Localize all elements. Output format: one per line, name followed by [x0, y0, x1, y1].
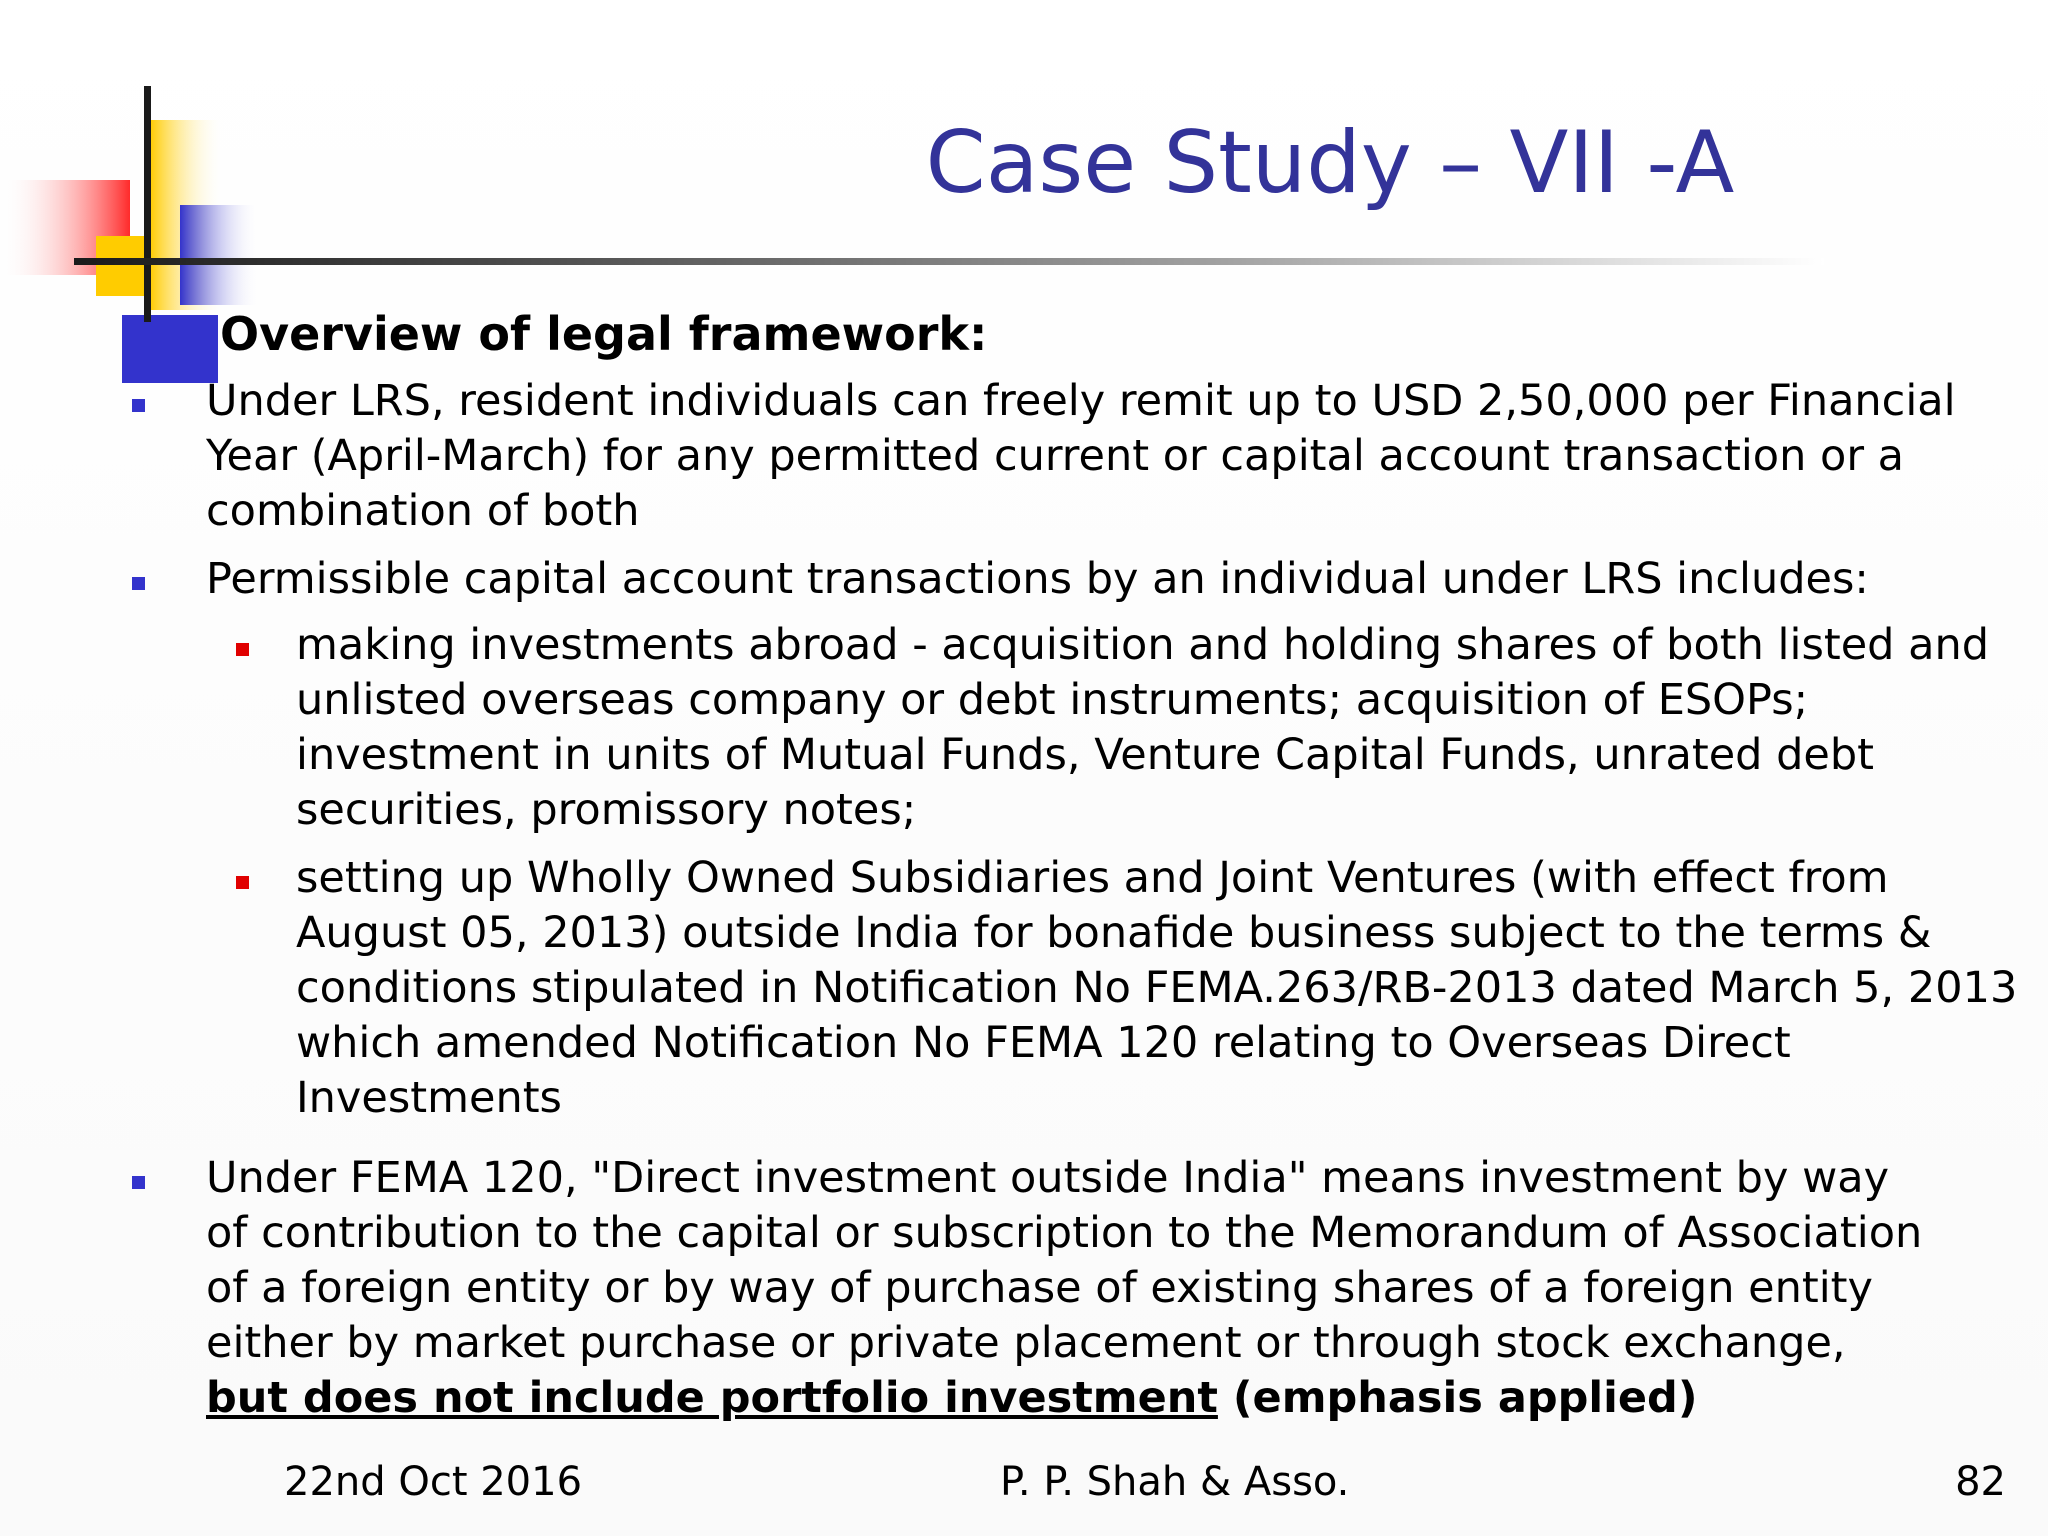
fema-120-bullet [206, 1151, 1926, 1426]
sub-bullet-marker [236, 643, 249, 656]
fema-definition-text: Under FEMA 120, "Direct investment outside India" means investment by way of contribution to the capital or subscription to the Memorandum of Association of a foreign entity or by way of purchase of existing shares of a foreign entity either by market purchase or private placement or through stock exchange, [206, 1153, 1923, 1368]
emphasis-text: but does not include portfolio investment [206, 1373, 1218, 1423]
page-number: 82 [1955, 1459, 2006, 1505]
bullet-marker [132, 577, 145, 590]
bullet-marker [132, 1176, 145, 1189]
slide-title: Case Study – VII -A [925, 113, 1735, 213]
lrs-limit-bullet: Under LRS, resident individuals can freely remit up to USD 2,50,000 per Financial Year (April-March) for any permitted current or capital account transaction or a combination of both [206, 376, 1956, 536]
wos-jv-sub-bullet: setting up Wholly Owned Subsidiaries and Joint Ventures (with effect from August 05, 2013) outside India for bonafide business subject to the terms & conditions stipulated in Notification No FEMA.263/RB-2013 dated March 5, 2013 which amended Notification No FEMA 120 relating to Overseas Direct Investments [296, 853, 2018, 1123]
sub-bullet-marker [236, 876, 249, 889]
bullet-marker [132, 399, 145, 412]
section-heading: Overview of legal framework: [220, 307, 988, 361]
emphasis-note: (emphasis applied) [1217, 1373, 1698, 1423]
permissible-transactions-bullet: Permissible capital account transactions by an individual under LRS includes: [206, 554, 1869, 604]
footer-firm: P. P. Shah & Asso. [1000, 1459, 1350, 1505]
investments-abroad-sub-bullet: making investments abroad - acquisition and holding shares of both listed and unlisted overseas company or debt instruments; acquisition of ESOPs; investment in units of Mutual Funds, Venture Capital Funds, unrated debt securities, promissory notes; [296, 620, 1990, 835]
footer-date: 22nd Oct 2016 [284, 1459, 583, 1505]
